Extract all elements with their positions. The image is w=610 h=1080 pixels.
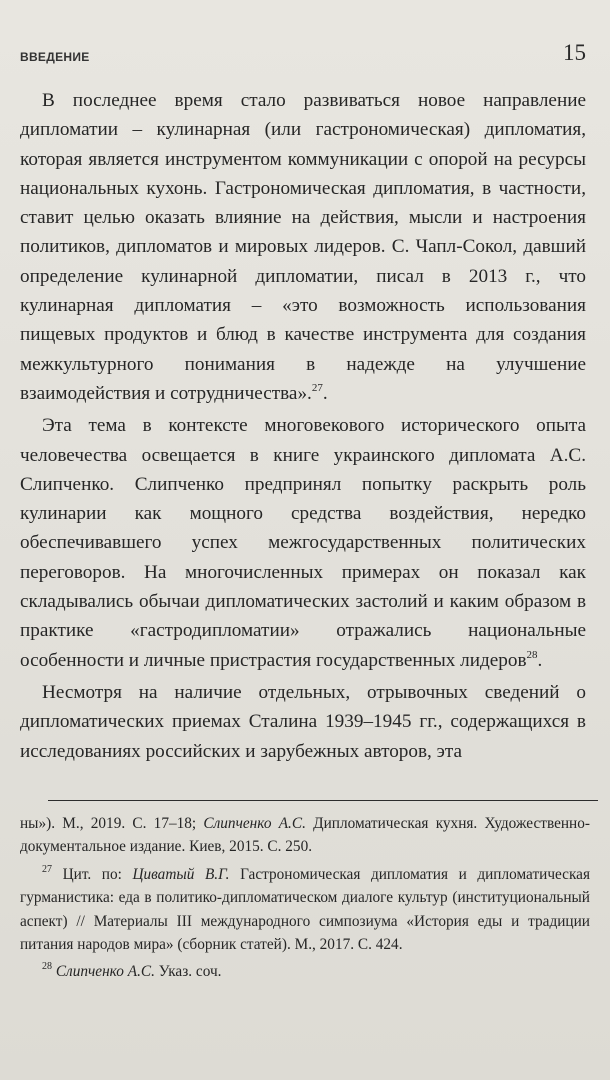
footnote-ref-27: 27 xyxy=(311,381,323,394)
paragraph-2-text: Эта тема в контексте многовекового исторического опыта человечества освещается в книге украинского дипломата А.С. Слипченко. Слипченко предпринял попытку раскрыть роль кулинарии как мощного средства воздействия, нередко обеспечивавшего успех межгосударственных политических переговоров. На многочисленных примерах он показал как складывались обычаи дипломатических застолий и каким образом в практике «гастродипломатии» отражались национальные особенности и личные пристрастия государственных лидеров xyxy=(20,415,586,671)
main-text xyxy=(20,86,586,766)
footnote-continuation xyxy=(20,812,590,859)
paragraph-2: Эта тема в контексте многовекового исторического опыта человечества освещается в книге украинского дипломата А.С. Слипченко. Слипченко предпринял попытку раскрыть роль кулинарии как мощного средства воздействия, нередко обеспечивавшего успех межгосударственных политических переговоров. На многочисленных примерах он показал как складывались обычаи дипломатических застолий и каким образом в практике «гастродипломатии» отражались национальные особенности и личные пристрастия государственных лидеров$^{28}$. xyxy=(20,415,586,671)
paragraph-1: В последнее время стало развиваться новое направление дипломатии – кулинарная (или гастрономическая) дипломатия, которая является инструментом коммуникации с опорой на ресурсы национальных кухонь. Гастрономическая дипломатия, в частности, ставит целью оказать влияние на действия, мысли и настроения политиков, дипломатов и мировых лидеров. С. Чапл-Сокол, давший определение кулинарной дипломатии, писал в 2013 г., что кулинарная дипломатия – «это возможность использования пищевых продуктов и блюд в качестве инструмента для создания межкультурного понимания в надежде на улучшение взаимодействия и сотрудничества».$^{27}$. xyxy=(20,90,586,404)
footnote-28 xyxy=(20,960,590,983)
footnote-continuation-rest: Дипломатическая кухня. Художественно-документальное издание. Киев, 2015. С. 250. xyxy=(20,815,590,856)
paragraph-1-text: В последнее время стало развиваться новое направление дипломатии – кулинарная (или гастрономическая) дипломатия, которая является инструментом коммуникации с опорой на ресурсы национальных кухонь. Гастрономическая дипломатия, в частности, ставит целью оказать влияние на действия, мысли и настроения политиков, дипломатов и мировых лидеров. С. Чапл-Сокол, давший определение кулинарной дипломатии, писал в 2013 г., что кулинарная дипломатия – «это возможность использования пищевых продуктов и блюд в качестве инструмента для создания межкультурного понимания в надежде на улучшение взаимодействия и сотрудничества». xyxy=(20,90,586,404)
footnote-27-number: 27 xyxy=(42,863,52,875)
page-number: 15 xyxy=(563,40,586,65)
footnote-continuation-text: ны»). М., 2019. С. 17–18; xyxy=(20,815,204,832)
footnote-28-author: Слипченко А.С. xyxy=(55,963,155,981)
footnote-27-prefix: Цит. по: xyxy=(52,865,133,883)
footnote-28-number: 28 xyxy=(42,961,52,973)
paragraph-3 xyxy=(20,678,586,766)
footnote-27-author: Циватый В.Г. xyxy=(132,865,230,883)
running-title: ВВЕДЕНИЕ xyxy=(20,50,90,64)
paragraph-3-text: Несмотря на наличие отдельных, отрывочных сведений о дипломатических приемах Сталина 1939–1945 гг., содержащихся в исследованиях российских и зарубежных авторов, эта xyxy=(20,681,586,762)
footnotes xyxy=(20,812,590,984)
footnote-divider xyxy=(48,800,598,801)
footnote-27-rest: Гастрономическая дипломатия и дипломатическая гурманистика: еда в политико-дипломатическом диалоге культур (институциональный аспект) // Материалы III международного симпозиума «История еды и традиции питания народов мира» (сборник статей). М., 2017. С. 424. xyxy=(20,865,590,954)
footnote-ref-28: 28 xyxy=(526,648,538,661)
footnote-28-rest: Указ. соч. xyxy=(154,963,222,981)
footnote-27 xyxy=(20,863,590,957)
footnote-continuation-author: Слипченко А.С. xyxy=(203,815,306,832)
